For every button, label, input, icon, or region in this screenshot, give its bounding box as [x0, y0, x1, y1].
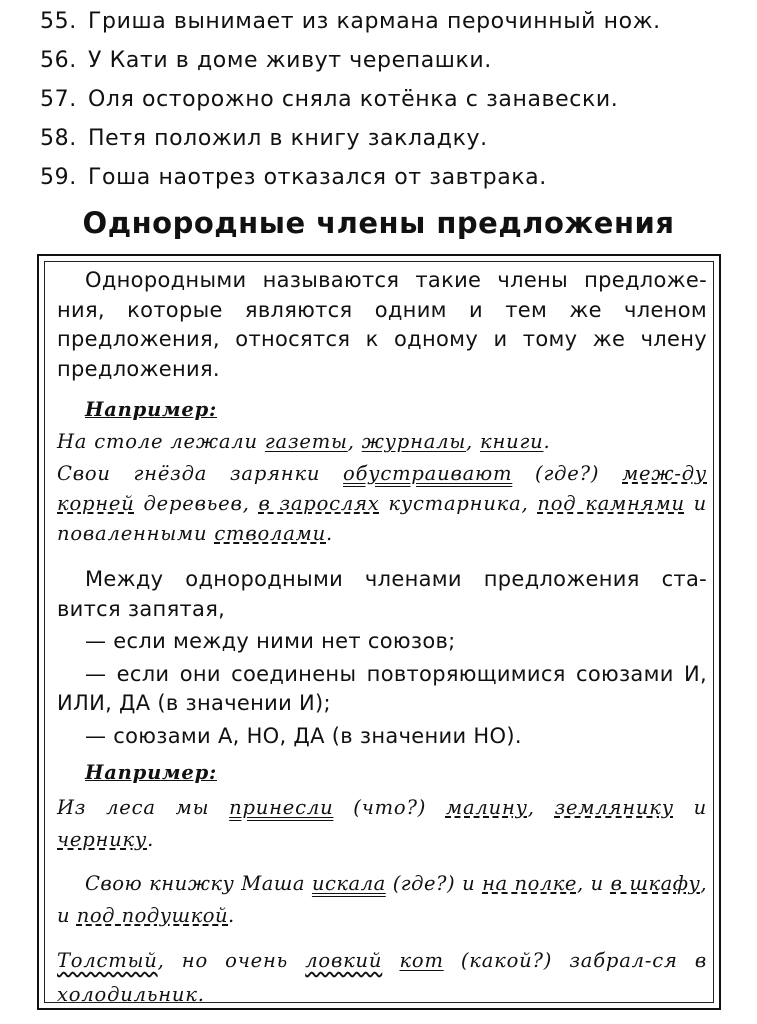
homogeneous-adverbial: стволами — [214, 522, 326, 545]
homogeneous-object: малину — [445, 796, 528, 819]
exercise-item — [40, 41, 740, 80]
example-text: , но очень — [157, 949, 306, 972]
predicate-word: обустраивают — [343, 462, 513, 485]
homogeneous-subject: книги — [480, 430, 544, 453]
homogeneous-attribute: ловкий — [305, 949, 383, 972]
rule-case-3: — союзами А, НО, ДА (в значении НО). — [85, 723, 522, 748]
homogeneous-adverbial: в зарослях — [258, 492, 380, 515]
example-text: кустарника, — [379, 492, 538, 515]
homogeneous-adverbial: меж-ду корней — [57, 462, 707, 515]
example-text: , и — [576, 872, 611, 895]
example-text: . — [326, 522, 333, 545]
exercise-text: Оля осторожно сняла котёнка с занавески. — [88, 87, 619, 112]
example-text: , и — [57, 872, 708, 927]
example-text: деревьев, — [134, 492, 259, 515]
rule-case-1: — если между ними нет союзов; — [85, 629, 456, 653]
example-text: (какой?) забрал-ся в холодильник. — [57, 949, 707, 1006]
example-text: Свои гнёзда зарянки — [57, 462, 344, 485]
example-text: , — [347, 430, 362, 453]
example-text: (что?) — [333, 796, 446, 819]
example-sentence-5 — [57, 944, 707, 1012]
example-heading: Например: — [85, 398, 218, 421]
example-sentence-2 — [57, 459, 707, 549]
exercise-number: 57. — [40, 87, 77, 112]
example-text: (где?) и — [385, 872, 483, 895]
homogeneous-adverbial: под камнями — [537, 492, 685, 515]
predicate-word: принесли — [229, 796, 334, 819]
exercise-text: Гриша вынимает из кармана перочинный нож. — [88, 9, 661, 34]
exercise-item — [40, 158, 740, 197]
example-sentence-3 — [57, 792, 707, 856]
exercise-text: Петя положил в книгу закладку. — [88, 126, 488, 151]
comma-rule-text: Между однородными членами предложения ста-вится запятая, — [57, 567, 707, 621]
homogeneous-subject: журналы — [361, 430, 467, 453]
homogeneous-adverbial: в шкафу — [610, 872, 701, 895]
exercise-item — [40, 119, 740, 158]
section-title: Однородные члены предложения — [82, 206, 675, 240]
example-sentence-4 — [57, 868, 707, 932]
example-heading: Например: — [85, 761, 218, 784]
exercise-text: Гоша наотрез отказался от завтрака. — [88, 165, 547, 190]
exercise-item — [40, 2, 740, 41]
exercise-number: 59. — [40, 165, 77, 190]
example-text: Свою книжку Маша — [85, 872, 312, 895]
exercise-number: 58. — [40, 126, 77, 151]
homogeneous-attribute: Толстый — [57, 949, 158, 972]
predicate-word: искала — [311, 872, 386, 895]
homogeneous-object: землянику — [554, 796, 674, 819]
homogeneous-adverbial: на полке — [482, 872, 577, 895]
example-text: На столе лежали — [57, 430, 265, 453]
rule-case-2: — если они соединены повторяющимися союзами И, ИЛИ, ДА (в значении И); — [57, 661, 707, 715]
example-text: . — [228, 904, 235, 927]
subject-word: кот — [399, 949, 444, 972]
example-text: и поваленными — [57, 492, 708, 545]
example-text: (где?) — [512, 462, 623, 485]
example-text — [382, 949, 399, 972]
homogeneous-subject: газеты — [264, 430, 348, 453]
example-text: и — [673, 796, 708, 819]
exercise-text: У Кати в доме живут черепашки. — [88, 48, 492, 73]
exercise-number: 55. — [40, 9, 77, 34]
homogeneous-object: чернику — [57, 828, 148, 851]
example-text: . — [147, 828, 155, 851]
definition-text: Однородными называются такие члены предложе-ния, которые являются одним и тем же членом предложения, относятся к одному и тому же члену предложения. — [57, 268, 707, 381]
example-text: , — [527, 796, 555, 819]
exercise-item — [40, 80, 740, 119]
example-text: , — [466, 430, 481, 453]
exercise-list — [40, 2, 740, 197]
rule-content — [57, 256, 707, 1012]
exercise-number: 56. — [40, 48, 77, 73]
example-text: . — [543, 430, 551, 453]
example-sentence-1 — [57, 430, 707, 453]
rule-box — [37, 254, 721, 1010]
example-text: Из леса мы — [57, 796, 230, 819]
homogeneous-adverbial: под подушкой — [76, 904, 229, 927]
